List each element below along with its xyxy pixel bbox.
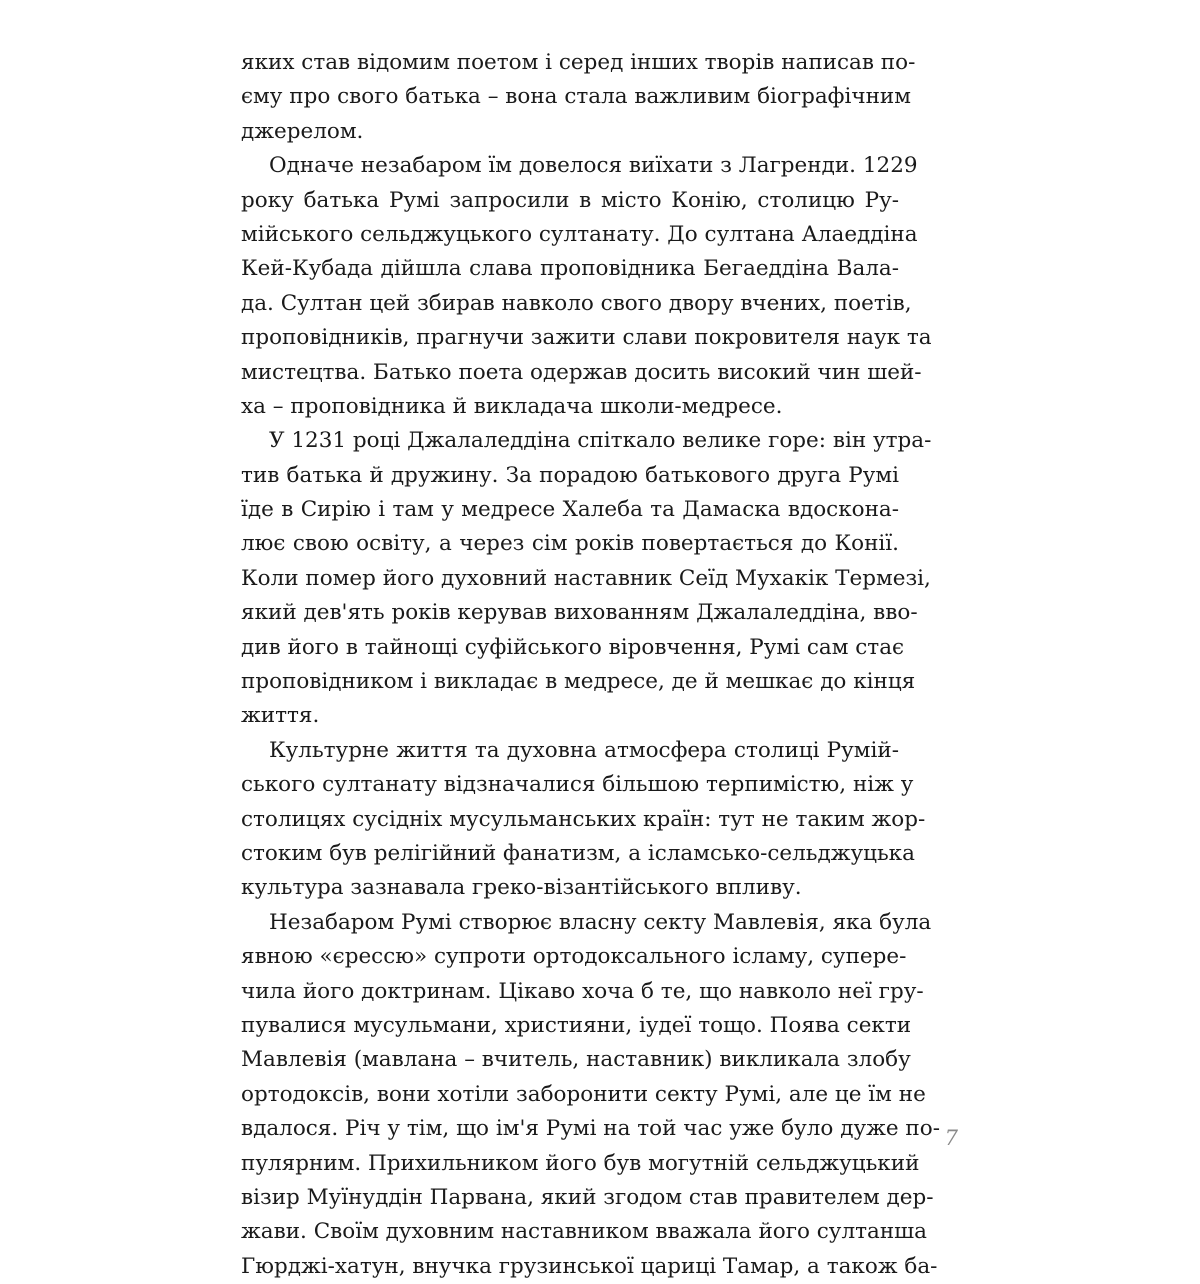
text-line: їде в Сирію і там у медресе Халеба та Дамаска вдоскона- [241, 497, 899, 523]
text-line: культура зазнавала греко-візантійського впливу. [241, 875, 802, 901]
text-line: лює свою освіту, а через сім років повертається до Конії. [241, 531, 899, 557]
text-line: року батька Румі запросили в місто Конію, столицю Ру- [241, 187, 899, 213]
text-line: джерелом. [241, 118, 364, 144]
text-line: явною «єрессю» супроти ортодоксального ісламу, супере- [241, 944, 907, 970]
text-line: вдалося. Річ у тім, що ім'я Румі на той час уже було дуже по- [241, 1116, 940, 1142]
text-line: ського султанату відзначалися більшою терпимістю, ніж у [241, 772, 914, 798]
text-line: Мавлевія (мавлана – вчитель, наставник) викликала злобу [241, 1047, 911, 1073]
text-line: чила його доктринам. Цікаво хоча б те, що навколо неї гру- [241, 978, 924, 1004]
text-line: єму про свого батька – вона стала важливим біографічним [241, 84, 911, 110]
text-line: візир Муїнуддін Парвана, який згодом став правителем дер- [241, 1184, 934, 1210]
text-line: жави. Своїм духовним наставником вважала його султанша [241, 1219, 927, 1245]
body-text [241, 46, 940, 1284]
text-line: яких став відомим поетом і серед інших творів написав по- [241, 50, 916, 75]
text-line: пувалися мусульмани, християни, іудеї тощо. Поява секти [241, 1012, 912, 1038]
text-line: життя. [241, 703, 320, 729]
text-line: да. Султан цей збирав навколо свого двору вчених, поетів, [241, 290, 912, 316]
text-line: пулярним. Прихильником його був могутній сельджуцький [241, 1150, 920, 1176]
text-line: проповідником і викладає в медресе, де й мешкає до кінця [241, 669, 916, 695]
paragraph-first-line: Одначе незабаром їм довелося виїхати з Лагренди. 1229 [269, 153, 918, 179]
text-line: тив батька й дружину. За порадою батькового друга Румі [241, 462, 899, 488]
text-line: Коли помер його духовний наставник Сеїд Мухакік Термезі, [241, 565, 931, 591]
paragraph-first-line: Культурне життя та духовна атмосфера столиці Румій- [269, 737, 899, 763]
page-number: 7 [944, 1126, 958, 1150]
text-line: ха – проповідника й викладача школи-медресе. [241, 393, 783, 419]
text-line: Гюрджі-хатун, внучка грузинської цариці Тамар, а також ба- [241, 1253, 938, 1279]
text-line: проповідників, прагнучи зажити слави покровителя наук та [241, 325, 932, 351]
paragraph-first-line: Незабаром Румі створює власну секту Мавлевія, яка була [269, 909, 932, 935]
text-line: мистецтва. Батько поета одержав досить високий чин шей- [241, 359, 922, 385]
text-line: див його в тайнощі суфійського віровчення, Румі сам стає [241, 634, 905, 660]
text-line: столицях сусідніх мусульманських країн: тут не таким жор- [241, 806, 926, 832]
paragraph-first-line: У 1231 році Джалаледдіна спіткало велике горе: він утра- [269, 428, 932, 454]
text-line: ортодоксів, вони хотіли заборонити секту Румі, але це їм не [241, 1081, 926, 1107]
text-line: який дев'ять років керував вихованням Джалаледдіна, вво- [241, 600, 918, 626]
text-line: Кей-Кубада дійшла слава проповідника Бегаеддіна Вала- [241, 256, 899, 282]
text-line: мійського сельджуцького султанату. До султана Алаеддіна [241, 221, 918, 247]
text-line: стоким був релігійний фанатизм, а ісламсько-сельджуцька [241, 840, 915, 866]
